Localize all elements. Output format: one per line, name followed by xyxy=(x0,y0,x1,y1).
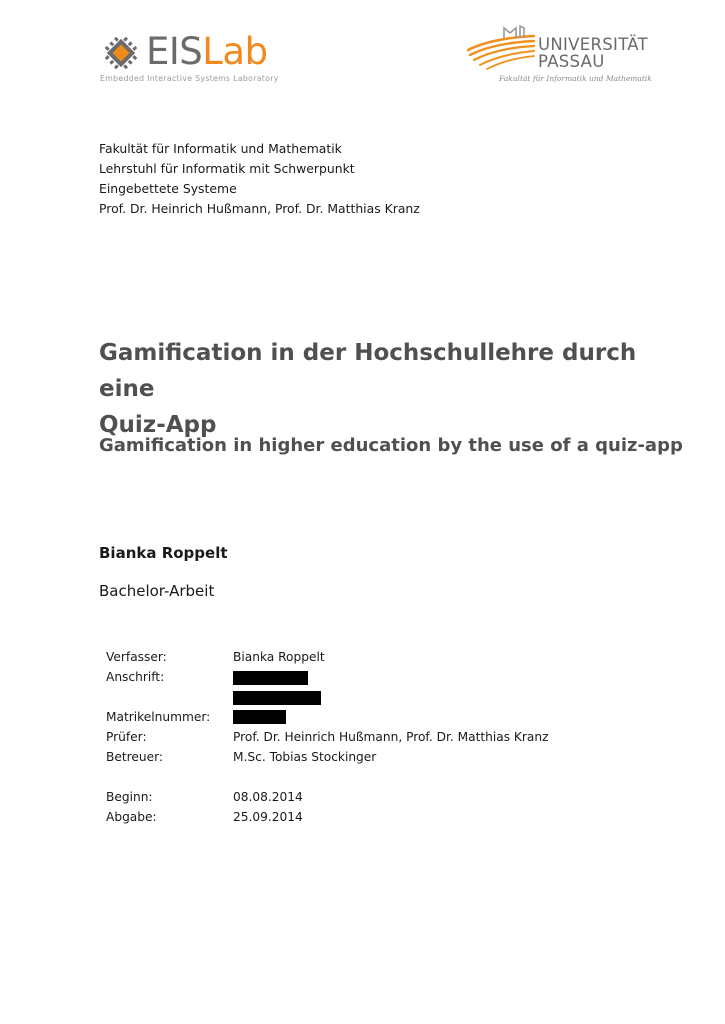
passau-swoosh-icon xyxy=(464,24,539,74)
info-label: Anschrift: xyxy=(106,670,165,684)
redaction-bar xyxy=(233,691,321,705)
faculty-line: Lehrstuhl für Informatik mit Schwerpunkt xyxy=(99,161,355,176)
faculty-line: Eingebettete Systeme xyxy=(99,181,237,196)
info-label: Beginn: xyxy=(106,790,153,804)
info-value: M.Sc. Tobias Stockinger xyxy=(233,750,377,764)
passau-wordmark-line1: UNIVERSITÄT xyxy=(538,35,648,54)
thesis-type: Bachelor-Arbeit xyxy=(99,582,215,600)
faculty-line: Fakultät für Informatik und Mathematik xyxy=(99,141,342,156)
faculty-block xyxy=(99,139,420,219)
eislab-wordmark xyxy=(146,28,268,76)
eislab-logo xyxy=(98,28,278,86)
info-value: 08.08.2014 xyxy=(233,790,303,804)
info-value: 25.09.2014 xyxy=(233,810,303,824)
thesis-subtitle: Gamification in higher education by the use of a quiz-app xyxy=(99,435,683,456)
faculty-line: Prof. Dr. Heinrich Hußmann, Prof. Dr. Matthias Kranz xyxy=(99,201,420,216)
passau-subtitle: Fakultät für Informatik und Mathematik xyxy=(499,74,652,83)
redaction-bar xyxy=(233,671,308,685)
passau-logo xyxy=(464,24,652,86)
passau-wordmark xyxy=(538,36,648,70)
thesis-title xyxy=(99,335,659,443)
info-value: Prof. Dr. Heinrich Hußmann, Prof. Dr. Matthias Kranz xyxy=(233,730,549,744)
eislab-wordmark-eis: EIS xyxy=(146,30,203,73)
info-label: Verfasser: xyxy=(106,650,167,664)
info-label: Betreuer: xyxy=(106,750,164,764)
passau-wordmark-line2: PASSAU xyxy=(538,52,605,71)
eislab-subtitle: Embedded Interactive Systems Laboratory xyxy=(100,74,279,83)
eislab-chip-icon xyxy=(104,36,138,70)
thesis-title-line2: Quiz-App xyxy=(99,412,217,438)
info-label: Matrikelnummer: xyxy=(106,710,211,724)
author-name: Bianka Roppelt xyxy=(99,544,228,562)
info-value: Bianka Roppelt xyxy=(233,650,325,664)
info-label: Prüfer: xyxy=(106,730,147,744)
thesis-title-line1: Gamification in der Hochschullehre durch eine xyxy=(99,340,637,402)
info-label: Abgabe: xyxy=(106,810,157,824)
eislab-wordmark-lab: Lab xyxy=(202,30,268,73)
redaction-bar xyxy=(233,710,286,724)
